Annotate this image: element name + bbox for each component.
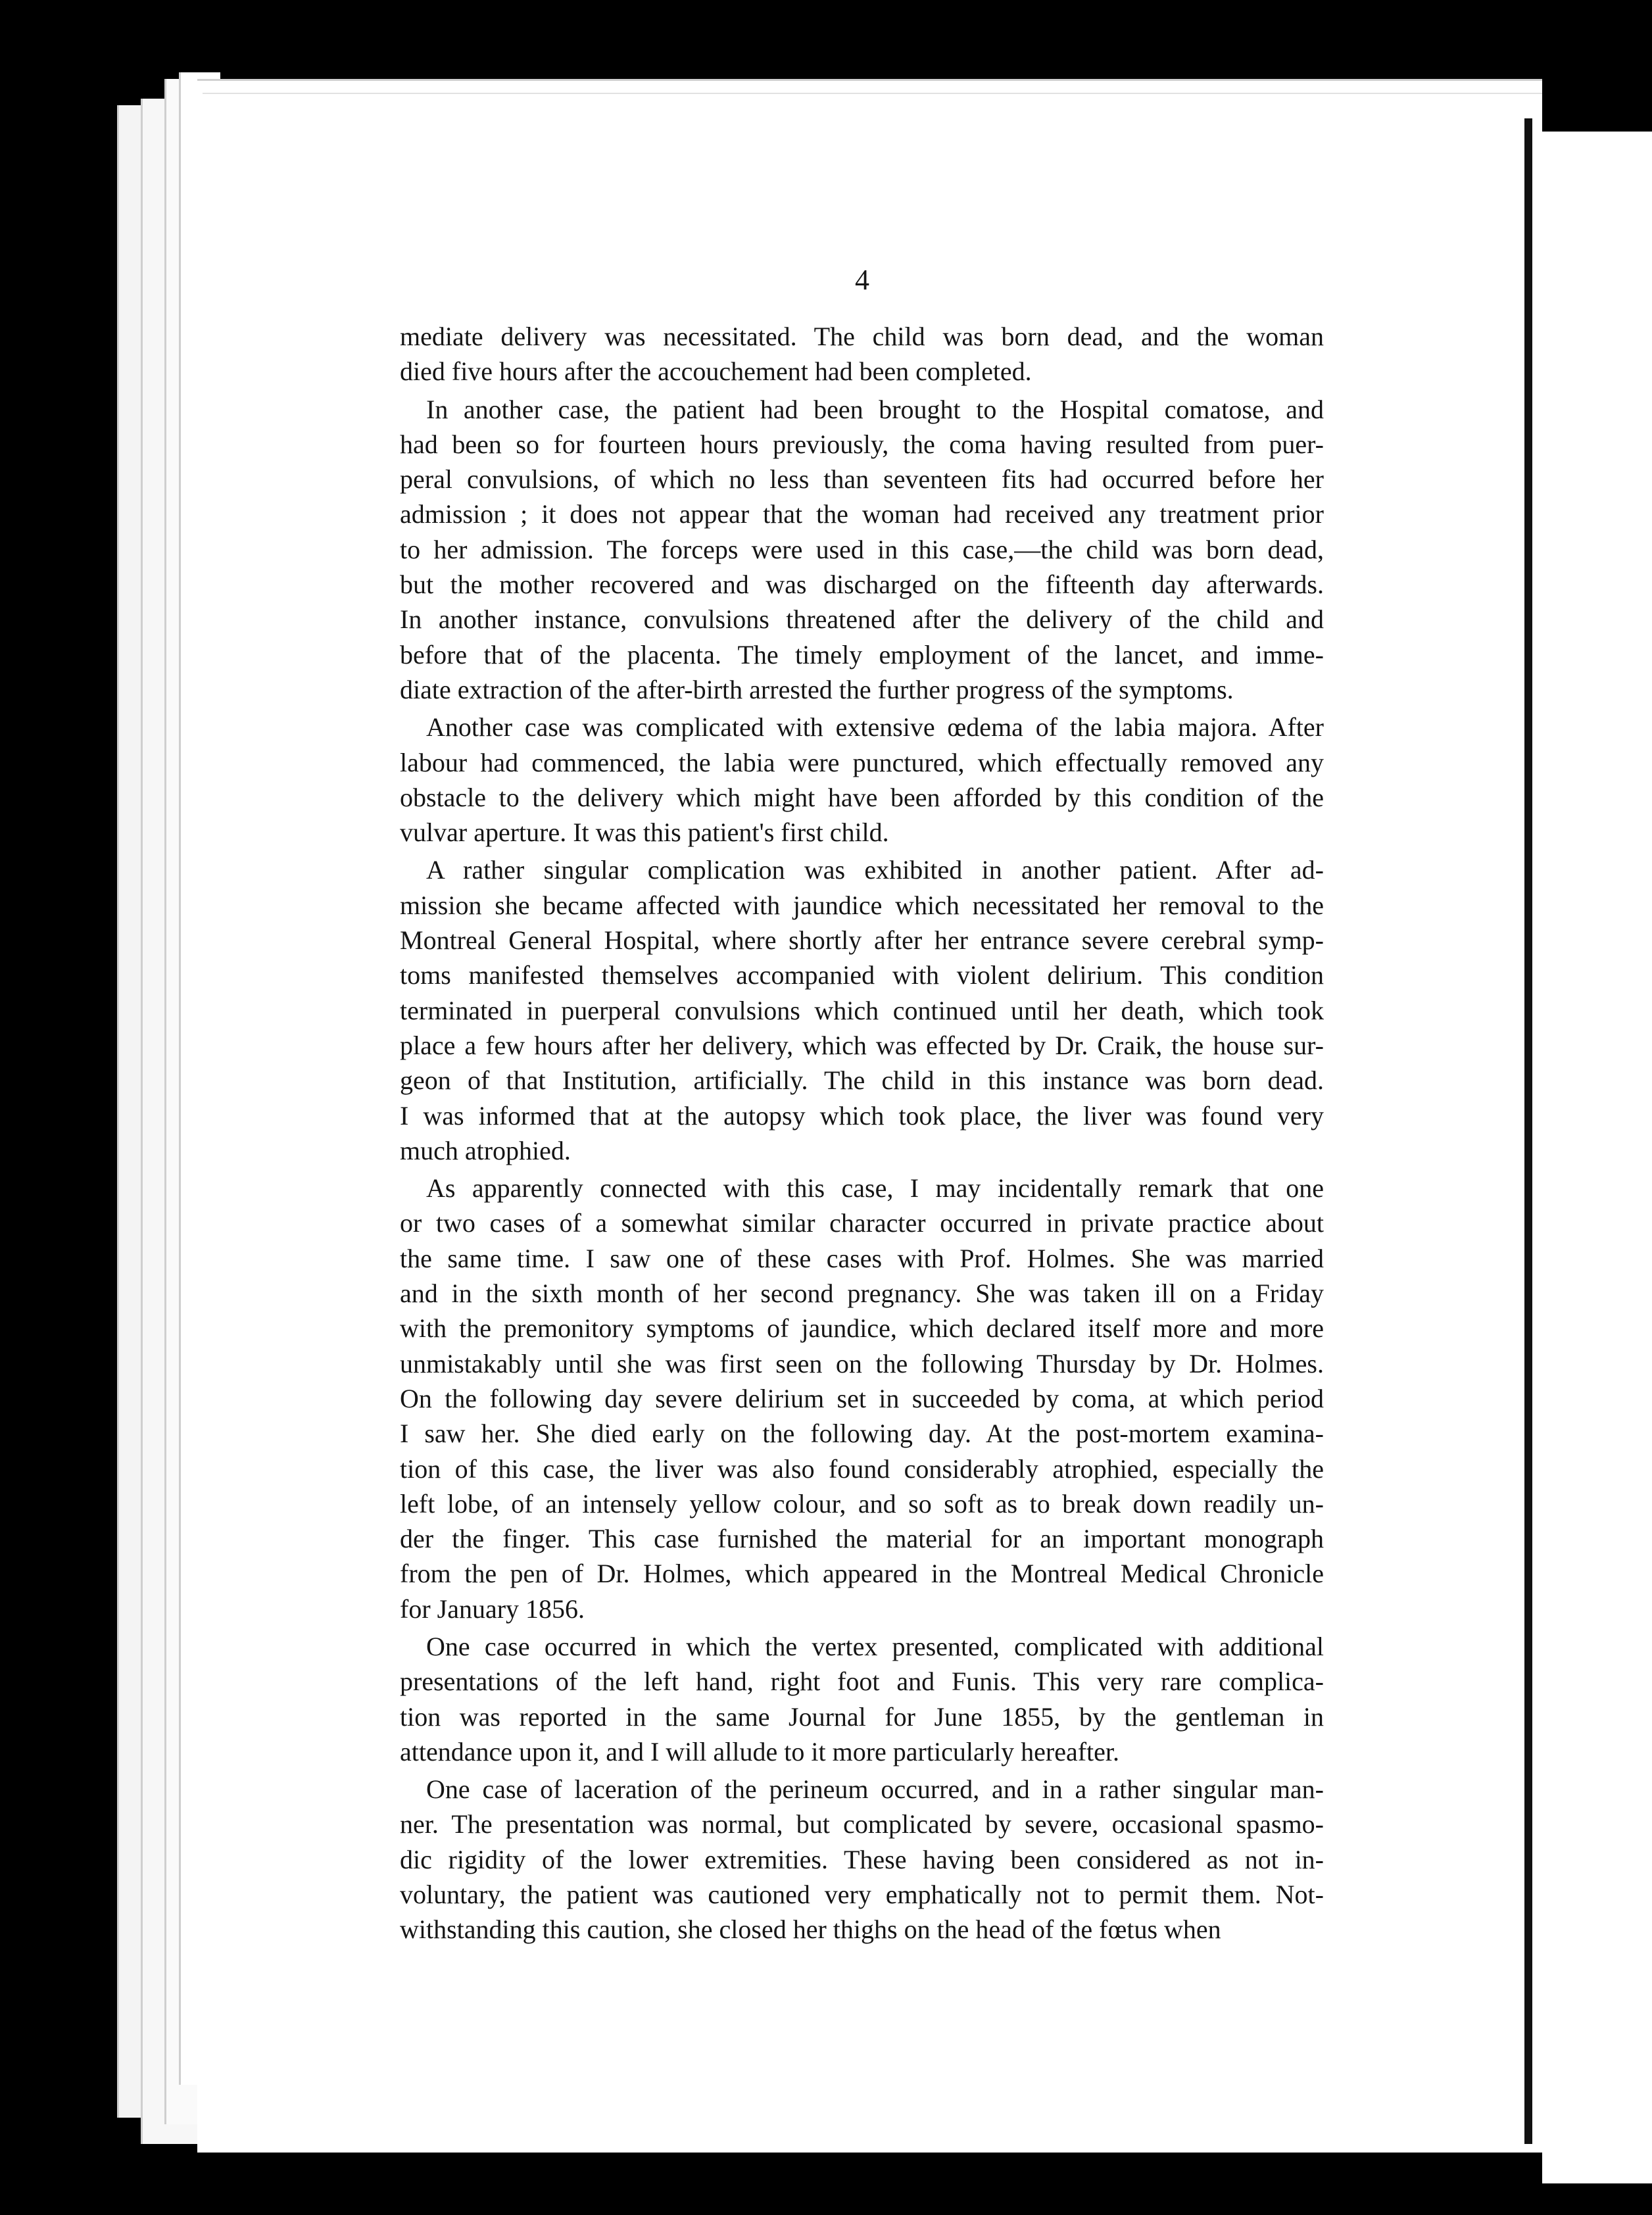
text-line: tion of this case, the liver was also found considerably atrophied, especially the xyxy=(400,1453,1324,1484)
paragraph xyxy=(400,852,1324,1168)
text-line: labour had commenced, the labia were punctured, which effectually removed any xyxy=(400,747,1324,777)
paragraph xyxy=(400,1772,1324,1947)
text-line: A rather singular complication was exhibited in another patient. After ad- xyxy=(426,855,1324,885)
text-line: As apparently connected with this case, I may incidentally remark that one xyxy=(426,1173,1324,1204)
text-line: One case occurred in which the vertex presented, complicated with additional xyxy=(426,1631,1324,1661)
paragraph xyxy=(400,1629,1324,1769)
text-line: mediate delivery was necessitated. The child was born dead, and the woman xyxy=(400,322,1324,351)
text-line: I was informed that at the autopsy which took place, the liver was found very xyxy=(400,1100,1324,1131)
text-line: dic rigidity of the lower extremities. These having been considered as not in- xyxy=(400,1844,1324,1874)
text-line: Another case was complicated with extensive œdema of the labia majora. After xyxy=(426,712,1324,742)
text-line: toms manifested themselves accompanied with violent delirium. This condition xyxy=(400,960,1324,990)
text-line: On the following day severe delirium set in succeeded by coma, at which period xyxy=(400,1383,1324,1413)
text-line: Montreal General Hospital, where shortly after her entrance severe cerebral symp- xyxy=(400,925,1324,956)
text-line: vulvar aperture. It was this patient's first child. xyxy=(400,817,889,848)
text-line: died five hours after the accouchement had been completed. xyxy=(400,356,1032,387)
text-line: but the mother recovered and was discharged on the fifteenth day afterwards. xyxy=(400,570,1324,600)
text-line: much atrophied. xyxy=(400,1135,571,1165)
text-line: unmistakably until she was first seen on the following Thursday by Dr. Holmes. xyxy=(400,1348,1324,1378)
text-line: the same time. I saw one of these cases with Prof. Holmes. She was married xyxy=(400,1243,1324,1273)
text-line: left lobe, of an intensely yellow colour, and so soft as to break down readily un- xyxy=(400,1488,1324,1519)
text-line: obstacle to the delivery which might have been afforded by this condition of the xyxy=(400,782,1324,812)
text-line: presentations of the left hand, right foot and Funis. This very rare complica- xyxy=(400,1667,1324,1697)
text-line: mission she became affected with jaundice which necessitated her removal to the xyxy=(400,890,1324,920)
text-line: tion was reported in the same Journal for June 1855, by the gentleman in xyxy=(400,1701,1324,1732)
text-line: peral convulsions, of which no less than seventeen fits had occurred before her xyxy=(400,464,1324,495)
text-line: with the premonitory symptoms of jaundice, which declared itself more and more xyxy=(400,1313,1324,1344)
text-line: ner. The presentation was normal, but complicated by severe, occasional spasmo- xyxy=(400,1809,1324,1839)
paragraph xyxy=(400,392,1324,708)
page-binding xyxy=(1524,118,1532,2144)
text-line: before that of the placenta. The timely employment of the lancet, and imme- xyxy=(400,639,1324,669)
text-line: place a few hours after her delivery, which was effected by Dr. Craik, the house sur- xyxy=(400,1030,1324,1060)
paragraph xyxy=(400,319,1324,389)
text-line: withstanding this caution, she closed her thighs on the head of the fœtus when xyxy=(400,1914,1221,1945)
body-text xyxy=(400,319,1324,1947)
text-line: or two cases of a somewhat similar character occurred in private practice about xyxy=(400,1208,1324,1238)
text-line: terminated in puerperal convulsions which continued until her death, which took xyxy=(400,995,1324,1025)
text-line: had been so for fourteen hours previously, the coma having resulted from puer- xyxy=(400,429,1324,459)
adjacent-page-edge xyxy=(1542,132,1652,2183)
page-top-rule xyxy=(203,93,1542,94)
text-line: for January 1856. xyxy=(400,1594,585,1624)
text-line: attendance upon it, and I will allude to it more particularly hereafter. xyxy=(400,1736,1120,1766)
text-line: In another case, the patient had been brought to the Hospital comatose, and xyxy=(426,394,1324,424)
text-line: admission ; it does not appear that the woman had received any treatment prior xyxy=(400,499,1324,529)
paragraph xyxy=(400,1171,1324,1626)
text-line: In another instance, convulsions threatened after the delivery of the child and xyxy=(400,604,1324,635)
page-number: 4 xyxy=(855,264,869,296)
text-line: diate extraction of the after-birth arrested the further progress of the symptoms. xyxy=(400,674,1234,704)
paragraph xyxy=(400,710,1324,850)
text-line: and in the sixth month of her second pregnancy. She was taken ill on a Friday xyxy=(400,1278,1324,1309)
text-line: to her admission. The forceps were used in this case,—the child was born dead, xyxy=(400,534,1324,564)
text-line: I saw her. She died early on the following day. At the post-mortem examina- xyxy=(400,1419,1324,1449)
text-line: One case of laceration of the perineum occurred, and in a rather singular man- xyxy=(426,1774,1324,1805)
text-line: voluntary, the patient was cautioned very emphatically not to permit them. Not- xyxy=(400,1880,1324,1910)
text-line: der the finger. This case furnished the material for an important monograph xyxy=(400,1524,1324,1554)
text-line: geon of that Institution, artificially. The child in this instance was born dead. xyxy=(400,1065,1324,1096)
text-line: from the pen of Dr. Holmes, which appeared in the Montreal Medical Chronicle xyxy=(400,1559,1324,1589)
